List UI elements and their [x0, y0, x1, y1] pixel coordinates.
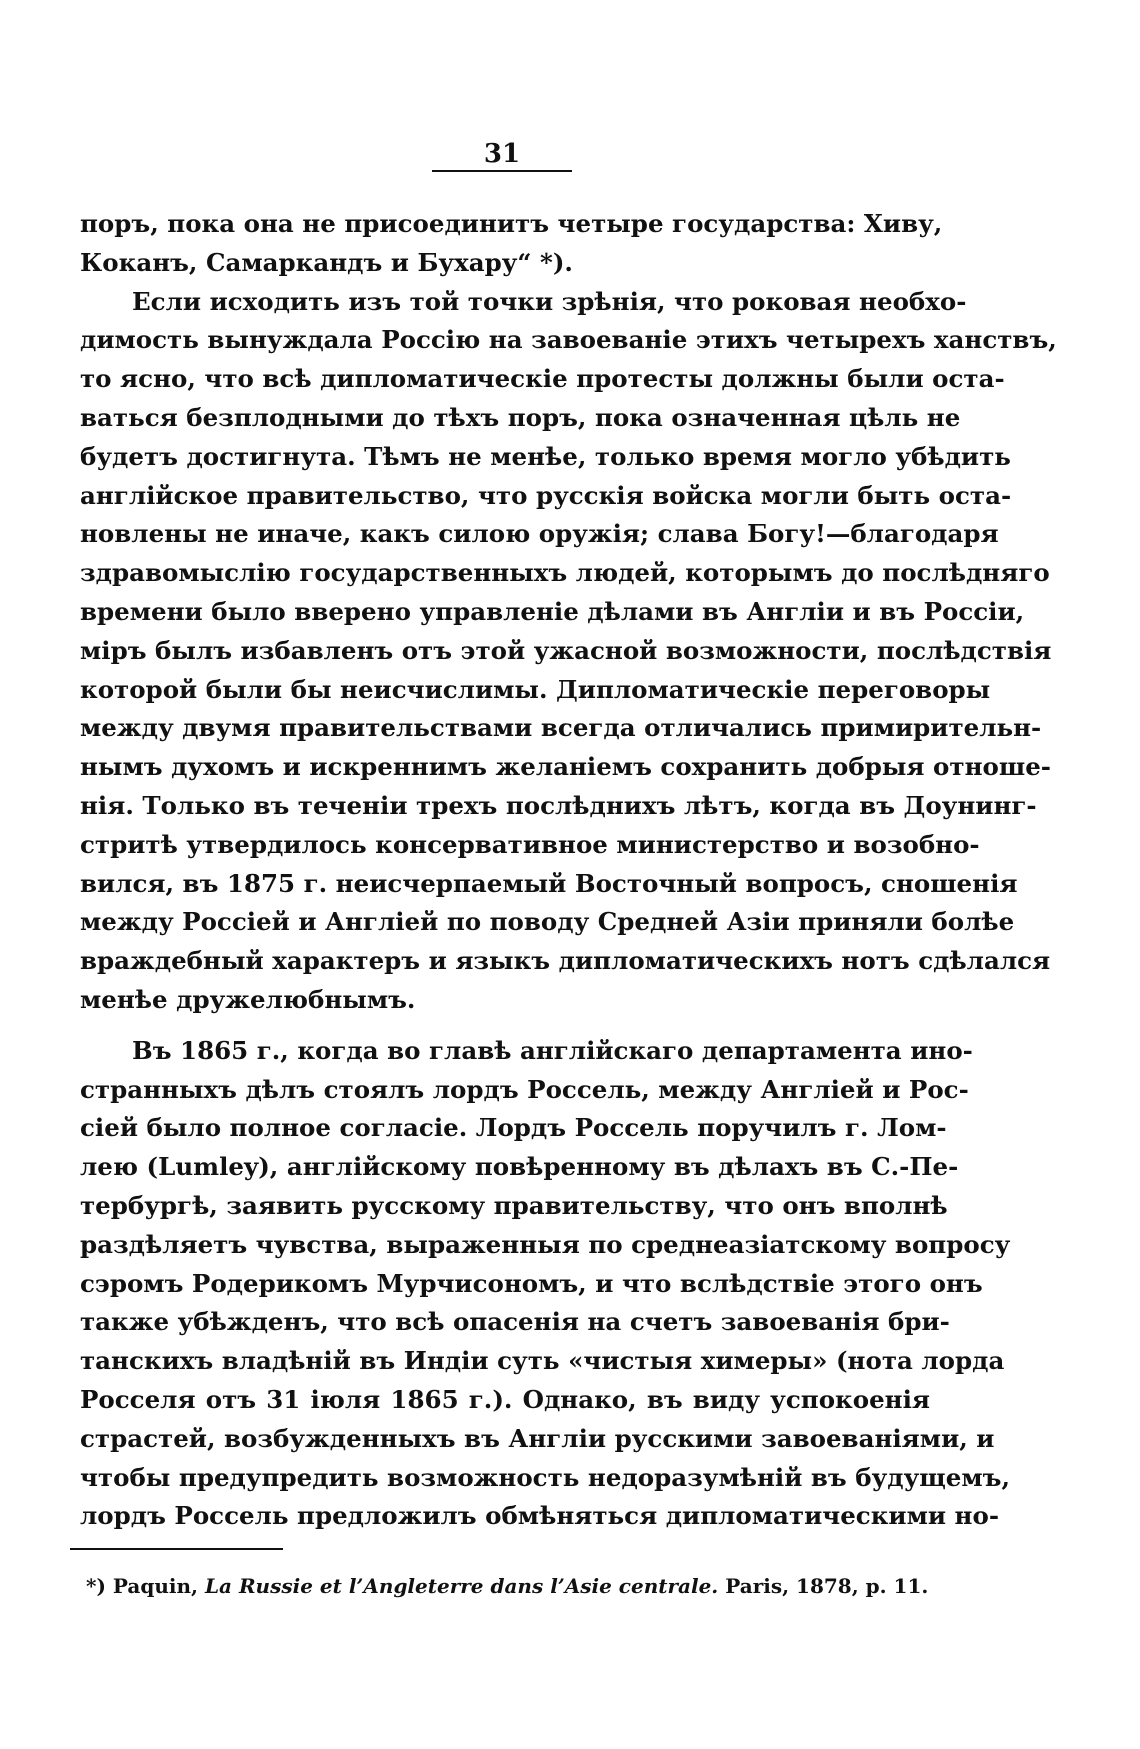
text-line: здравомыслію государственныхъ людей, которымъ до послѣдняго [80, 558, 1050, 588]
body-text [80, 205, 1057, 1536]
text-line: міръ былъ избавленъ отъ этой ужасной возможности, послѣдствія [80, 635, 1052, 665]
text-line: которой были бы неисчислимы. Дипломатическіе переговоры [80, 674, 991, 704]
text-line: времени было вверено управленіе дѣлами въ Англіи и въ Россіи, [80, 596, 1025, 626]
text-line: между Россіей и Англіей по поводу Средней Азіи приняли болѣе [80, 907, 1015, 937]
text-line: Если исходить изъ той точки зрѣнія, что роковая необхо- [132, 286, 967, 316]
text-line: враждебный характеръ и языкъ дипломатическихъ нотъ сдѣлался [80, 946, 1051, 976]
text-line: менѣе дружелюбнымъ. [80, 984, 416, 1014]
text-line: сэромъ Родерикомъ Мурчисономъ, и что вслѣдствіе этого онъ [80, 1268, 983, 1298]
text-line: димость вынуждала Россію на завоеваніе этихъ четырехъ ханствъ, [80, 325, 1057, 355]
text-line: будетъ достигнута. Тѣмъ не менѣе, только время могло убѣдить [80, 441, 1011, 471]
text-line: также убѣжденъ, что всѣ опасенія на счетъ завоеванія бри- [80, 1307, 950, 1337]
footnote-rule [70, 1548, 283, 1550]
text-line: то ясно, что всѣ дипломатическіе протесты должны были оста- [80, 364, 1005, 394]
text-line: ваться безплодными до тѣхъ поръ, пока означенная цѣль не [80, 402, 961, 432]
text-line: странныхъ дѣлъ стоялъ лордъ Россель, между Англіей и Рос- [80, 1074, 969, 1104]
text-line: Росселя отъ 31 іюля 1865 г.). Однако, въ виду успокоенія [80, 1384, 930, 1414]
footnote-author: Paquin, [112, 1574, 198, 1598]
text-line: Въ 1865 г., когда во главѣ англійскаго департамента ино- [132, 1035, 973, 1065]
footnote [86, 1573, 928, 1599]
footnote-marker: *) [86, 1574, 106, 1598]
footnote-title: La Russie et l’Angleterre dans l’Asie centrale. [204, 1574, 719, 1598]
text-line: тербургѣ, заявить русскому правительству, что онъ вполнѣ [80, 1190, 948, 1220]
text-line: нымъ духомъ и искреннимъ желаніемъ сохранить добрыя отноше- [80, 752, 1051, 782]
text-line: нія. Только въ теченіи трехъ послѣднихъ лѣтъ, когда въ Доунинг- [80, 790, 1037, 820]
text-line: между двумя правительствами всегда отличались примирительн- [80, 713, 1042, 743]
paragraph [80, 205, 943, 283]
text-line: стритѣ утвердилось консервативное министерство и возобно- [80, 829, 980, 859]
text-line: страстей, возбужденныхъ въ Англіи русскими завоеваніями, и [80, 1423, 995, 1453]
text-line: чтобы предупредить возможность недоразумѣній въ будущемъ, [80, 1462, 1010, 1492]
text-line: Коканъ, Самаркандъ и Бухару“ *). [80, 247, 573, 277]
text-line: танскихъ владѣній въ Индіи суть «чистыя химеры» (нота лорда [80, 1346, 1005, 1376]
footnote-publication: Paris, 1878, p. 11. [725, 1574, 929, 1598]
page-number: 31 [483, 139, 521, 169]
paragraph-gap [80, 1020, 930, 1032]
text-line: сіей было полное согласіе. Лордъ Россель поручилъ г. Лом- [80, 1113, 947, 1143]
text-line: новлены не иначе, какъ силою оружія; слава Богу!—благодаря [80, 519, 999, 549]
header-rule [432, 170, 572, 172]
paragraph [80, 283, 1057, 1020]
text-line: лордъ Россель предложилъ обмѣняться дипломатическими но- [80, 1501, 999, 1531]
text-line: лею (Lumley), англійскому повѣренному въ дѣлахъ въ С.-Пе- [80, 1152, 959, 1182]
text-line: вился, въ 1875 г. неисчерпаемый Восточный вопросъ, сношенія [80, 868, 1018, 898]
text-line: англійское правительство, что русскія войска могли быть оста- [80, 480, 1012, 510]
text-line: поръ, пока она не присоединитъ четыре государства: Хиву, [80, 209, 943, 238]
text-line: раздѣляетъ чувства, выраженныя по среднеазіатскому вопросу [80, 1229, 1011, 1259]
paragraph [80, 1032, 1011, 1536]
